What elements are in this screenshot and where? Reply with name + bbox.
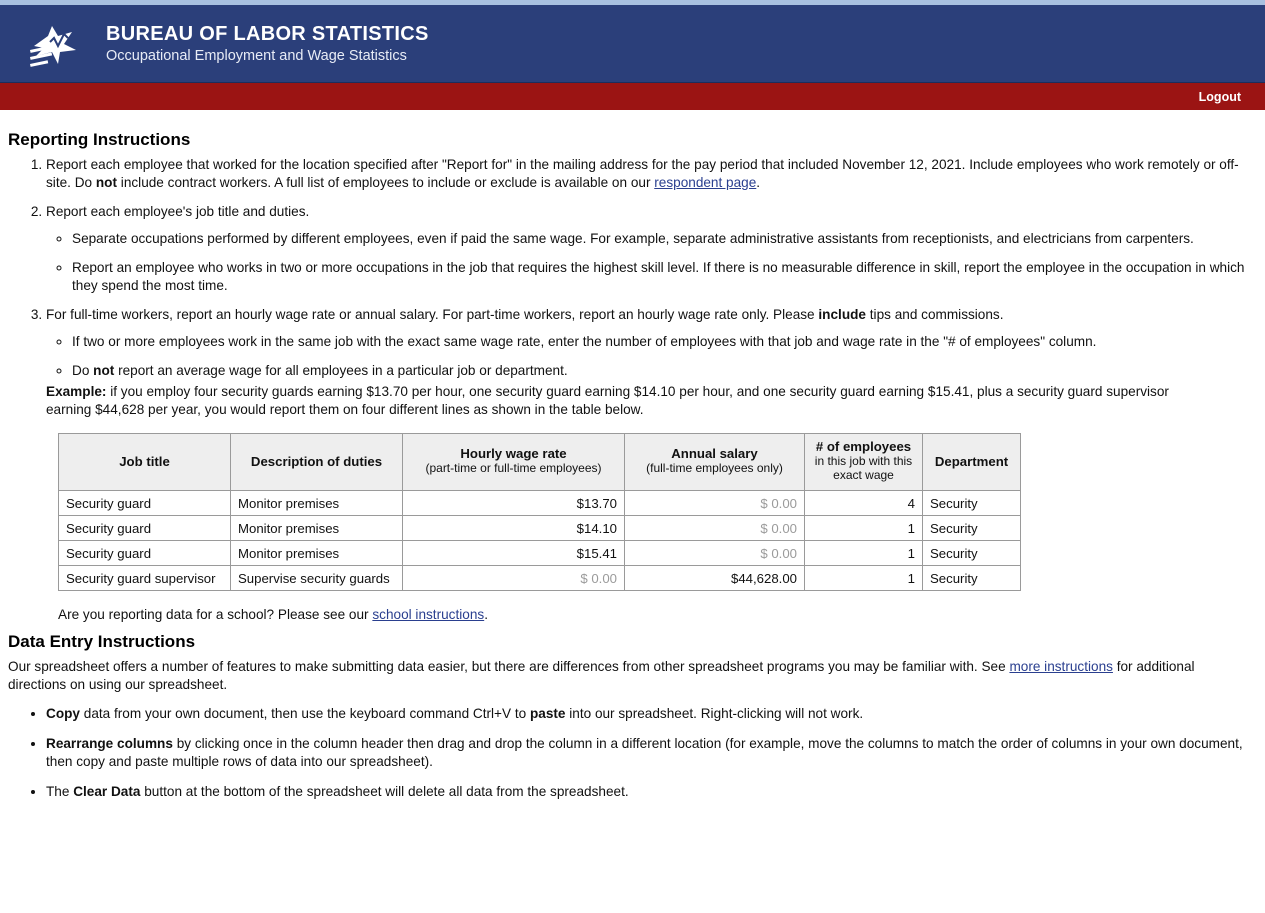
site-title: BUREAU OF LABOR STATISTICS xyxy=(106,22,429,45)
reporting-step-2-sublist xyxy=(46,230,1247,295)
cell-employees: 1 xyxy=(805,516,923,541)
more-instructions-link[interactable]: more instructions xyxy=(1009,659,1113,675)
column-header-description xyxy=(231,434,403,491)
data-entry-item-rearrange xyxy=(46,735,1247,771)
table-row xyxy=(59,541,1021,566)
clear-text-b: button at the bottom of the spreadsheet will delete all data from the spreadsheet. xyxy=(140,784,629,800)
rearrange-bold: Rearrange columns xyxy=(46,736,173,752)
example-table-wrapper xyxy=(58,433,1247,591)
column-header-annual-salary xyxy=(625,434,805,491)
cell-department: Security xyxy=(923,566,1021,591)
cell-annual: $ 0.00 xyxy=(625,516,805,541)
column-header-annual-salary-text: Annual salary xyxy=(671,446,758,462)
cell-hourly: $ 0.00 xyxy=(403,566,625,591)
step3-bold-include: include xyxy=(818,306,866,322)
school-text-a: Are you reporting data for a school? Please see our xyxy=(58,607,373,623)
school-instructions-paragraph xyxy=(58,607,1247,622)
example-table xyxy=(58,433,1021,591)
column-header-job-title xyxy=(59,434,231,491)
data-entry-item-copy xyxy=(46,705,1247,723)
cell-job-title: Security guard supervisor xyxy=(59,566,231,591)
table-row xyxy=(59,491,1021,516)
step3-sub2-bold-not: not xyxy=(93,362,115,378)
example-label: Example: xyxy=(46,384,107,400)
utility-bar xyxy=(0,83,1265,110)
copy-bold: Copy xyxy=(46,706,80,722)
reporting-step-3-sublist xyxy=(46,333,1247,380)
data-entry-list xyxy=(18,705,1247,801)
step2-sub-2: ◦ Report an employee who works in two or more occupations in the job that requires the highest skill level. If there is no measurable difference in skill, report the employee in the occupation in which they spend the most time. xyxy=(72,259,1247,295)
clear-data-bold: Clear Data xyxy=(73,784,141,800)
paste-bold: paste xyxy=(529,706,566,722)
reporting-steps-list xyxy=(18,156,1247,419)
step2-text: Report each employee's job title and duties. xyxy=(46,203,310,219)
column-header-employees xyxy=(805,434,923,491)
site-header xyxy=(0,5,1265,83)
clear-text-a: The xyxy=(46,784,74,800)
column-header-description-text: Description of duties xyxy=(250,453,383,469)
reporting-step-3 xyxy=(46,306,1247,420)
example-table-body xyxy=(59,491,1021,591)
school-text-b: . xyxy=(484,607,488,623)
de-intro-text-b: for additional directions on using our spreadsheet. xyxy=(8,659,1195,692)
respondent-page-link[interactable]: respondent page xyxy=(654,174,757,190)
table-row xyxy=(59,516,1021,541)
cell-job-title: Security guard xyxy=(59,541,231,566)
cell-department: Security xyxy=(923,491,1021,516)
cell-duties: Monitor premises xyxy=(231,541,403,566)
reporting-step-2 xyxy=(46,203,1247,295)
data-entry-instructions-heading: Data Entry Instructions xyxy=(8,632,196,652)
data-entry-item-clear-data xyxy=(46,783,1247,801)
step1-text-b: include contract workers. A full list of employees to include or exclude is available on our xyxy=(117,174,655,190)
step3-sub2-text-b: report an average wage for all employees in a particular job or department. xyxy=(114,362,568,378)
column-header-hourly-wage xyxy=(403,434,625,491)
bls-logo-icon xyxy=(28,16,90,72)
step3-text-a: For full-time workers, report an hourly wage rate or annual salary. For part-time workers, report an hourly wage rate only. Please xyxy=(46,306,819,322)
column-header-employees-sub: in this job with this exact wage xyxy=(814,454,913,483)
step3-sub-1: ◦ If two or more employees work in the same job with the exact same wage rate, enter the number of employees with that job and wage rate in the "# of employees" column. xyxy=(72,333,1247,351)
rearrange-text: by clicking once in the column header then drag and drop the column in a different location (for example, move the columns to match the order of columns in your own document, then copy and paste multiple rows of data into our spreadsheet). xyxy=(46,736,1243,770)
data-entry-intro xyxy=(8,658,1238,693)
column-header-department xyxy=(923,434,1021,491)
page-content xyxy=(0,110,1265,801)
cell-department: Security xyxy=(923,516,1021,541)
cell-annual: $44,628.00 xyxy=(625,566,805,591)
step2-sub-1: ◦ Separate occupations performed by different employees, even if paid the same wage. For example, separate administrative assistants from receptionists, and electricians from carpenters. xyxy=(72,230,1247,248)
column-header-department-text: Department xyxy=(934,453,1009,469)
column-header-annual-salary-sub: (full-time employees only) xyxy=(646,461,783,476)
cell-job-title: Security guard xyxy=(59,516,231,541)
cell-duties: Supervise security guards xyxy=(231,566,403,591)
column-header-hourly-wage-sub: (part-time or full-time employees) xyxy=(425,461,602,476)
cell-annual: $ 0.00 xyxy=(625,541,805,566)
cell-hourly: $15.41 xyxy=(403,541,625,566)
column-header-hourly-wage-text: Hourly wage rate xyxy=(460,446,567,462)
cell-employees: 1 xyxy=(805,541,923,566)
step3-sub2-text-a: Do xyxy=(72,362,94,378)
table-row xyxy=(59,566,1021,591)
reporting-step-1 xyxy=(46,156,1247,192)
step3-text-b: tips and commissions. xyxy=(866,306,1004,322)
school-instructions-link[interactable]: school instructions xyxy=(372,607,485,623)
cell-job-title: Security guard xyxy=(59,491,231,516)
example-text: if you employ four security guards earning $13.70 per hour, one security guard earning $14.10 per hour, and one security guard earning $15.41, plus a security guard supervisor earning $44,628 per year, you would report them on four different lines as shown in the table below. xyxy=(46,384,1169,418)
cell-hourly: $14.10 xyxy=(403,516,625,541)
cell-duties: Monitor premises xyxy=(231,516,403,541)
step1-bold-not: not xyxy=(95,174,118,190)
cell-employees: 4 xyxy=(805,491,923,516)
cell-employees: 1 xyxy=(805,566,923,591)
cell-annual: $ 0.00 xyxy=(625,491,805,516)
cell-duties: Monitor premises xyxy=(231,491,403,516)
site-subtitle: Occupational Employment and Wage Statistics xyxy=(106,47,407,64)
cell-hourly: $13.70 xyxy=(403,491,625,516)
cell-department: Security xyxy=(923,541,1021,566)
reporting-instructions-heading: Reporting Instructions xyxy=(8,130,191,149)
table-header-row xyxy=(59,434,1021,491)
column-header-job-title-text: Job title xyxy=(119,453,170,469)
copy-text-b: into our spreadsheet. Right-clicking will not work. xyxy=(565,706,864,722)
step1-text-a: Report each employee that worked for the location specified after "Report for" in the mailing address for the pay period that included November 12, 2021. Include employees who work remotely or off-site. Do xyxy=(46,157,1239,190)
logout-link[interactable]: Logout xyxy=(1198,89,1241,104)
step1-text-c: . xyxy=(756,174,761,190)
de-intro-text-a: Our spreadsheet offers a number of features to make submitting data easier, but there are differences from other spreadsheet programs you may be familiar with. See xyxy=(8,659,1010,675)
copy-text-a: data from your own document, then use the keyboard command Ctrl+V to xyxy=(79,706,530,722)
column-header-employees-text: # of employees xyxy=(815,439,912,455)
step3-sub-2 xyxy=(72,362,1247,380)
example-paragraph xyxy=(46,383,1206,419)
